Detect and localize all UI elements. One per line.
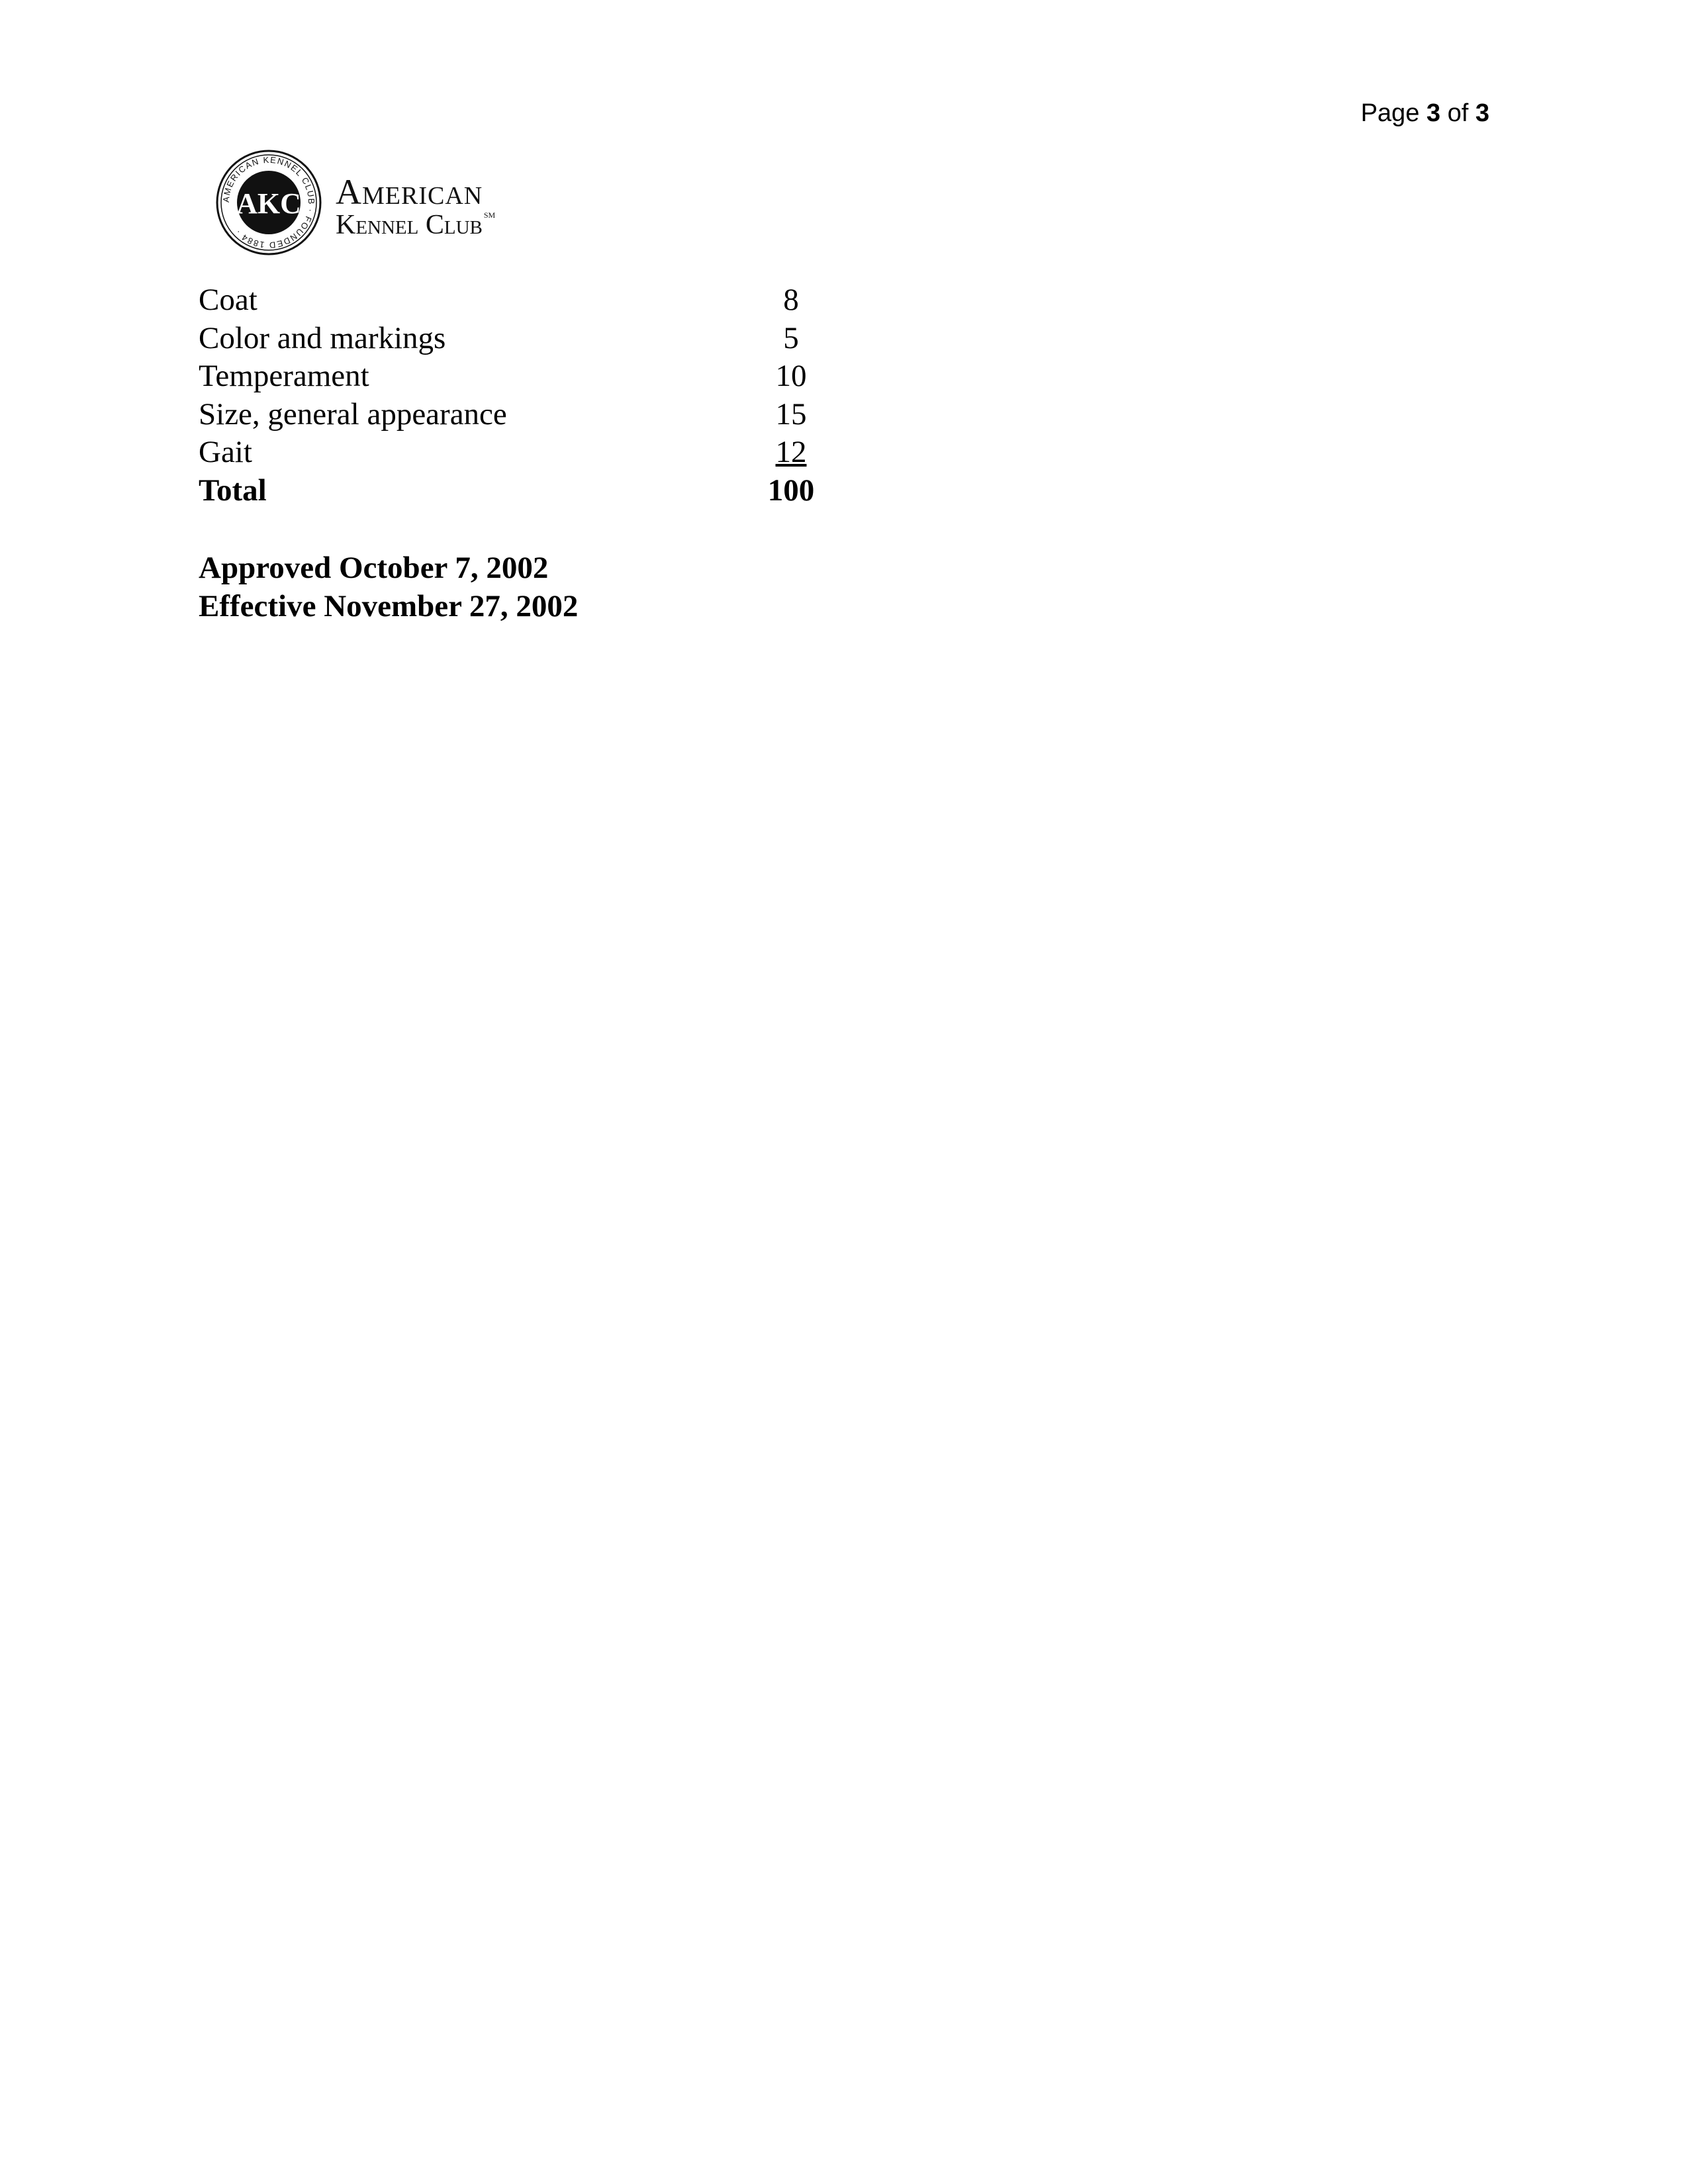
akc-seal-icon [215, 149, 322, 256]
page-word: Page [1360, 99, 1420, 127]
row-value: 15 [775, 396, 807, 432]
akc-logo [215, 149, 513, 261]
row-value: 8 [783, 283, 799, 317]
row-value: 5 [783, 320, 799, 355]
approval-block [199, 549, 578, 625]
current-page-number: 3 [1426, 99, 1441, 127]
page-number-header [1361, 101, 1489, 126]
table-row [199, 320, 821, 358]
seal-letters: AKC [236, 187, 301, 220]
logo-line-kennel-club: Kennel Club [336, 210, 483, 240]
total-label: Total [199, 473, 267, 508]
effective-date: Effective November 27, 2002 [199, 588, 579, 623]
table-row [199, 357, 821, 396]
of-word: of [1447, 99, 1469, 127]
approved-date: Approved October 7, 2002 [199, 551, 549, 585]
table-row [199, 396, 821, 434]
total-row [199, 472, 821, 510]
total-value: 100 [767, 473, 815, 508]
table-row [199, 281, 821, 320]
row-value: 12 [775, 435, 807, 469]
row-label: Gait [199, 435, 252, 469]
logo-wordmark [336, 174, 495, 239]
service-mark: SM [483, 210, 496, 220]
row-label: Color and markings [199, 320, 446, 355]
total-page-number: 3 [1475, 99, 1489, 127]
seal-ring-text: AMERICAN KENNEL CLUB · FOUNDED 1884 · [220, 154, 317, 251]
row-label: Coat [199, 283, 258, 317]
row-label: Size, general appearance [199, 396, 507, 432]
table-row [199, 433, 821, 472]
logo-line-american: American [336, 172, 483, 212]
row-label: Temperament [199, 359, 369, 393]
scale-of-points-table [199, 281, 821, 510]
row-value: 10 [775, 359, 807, 393]
